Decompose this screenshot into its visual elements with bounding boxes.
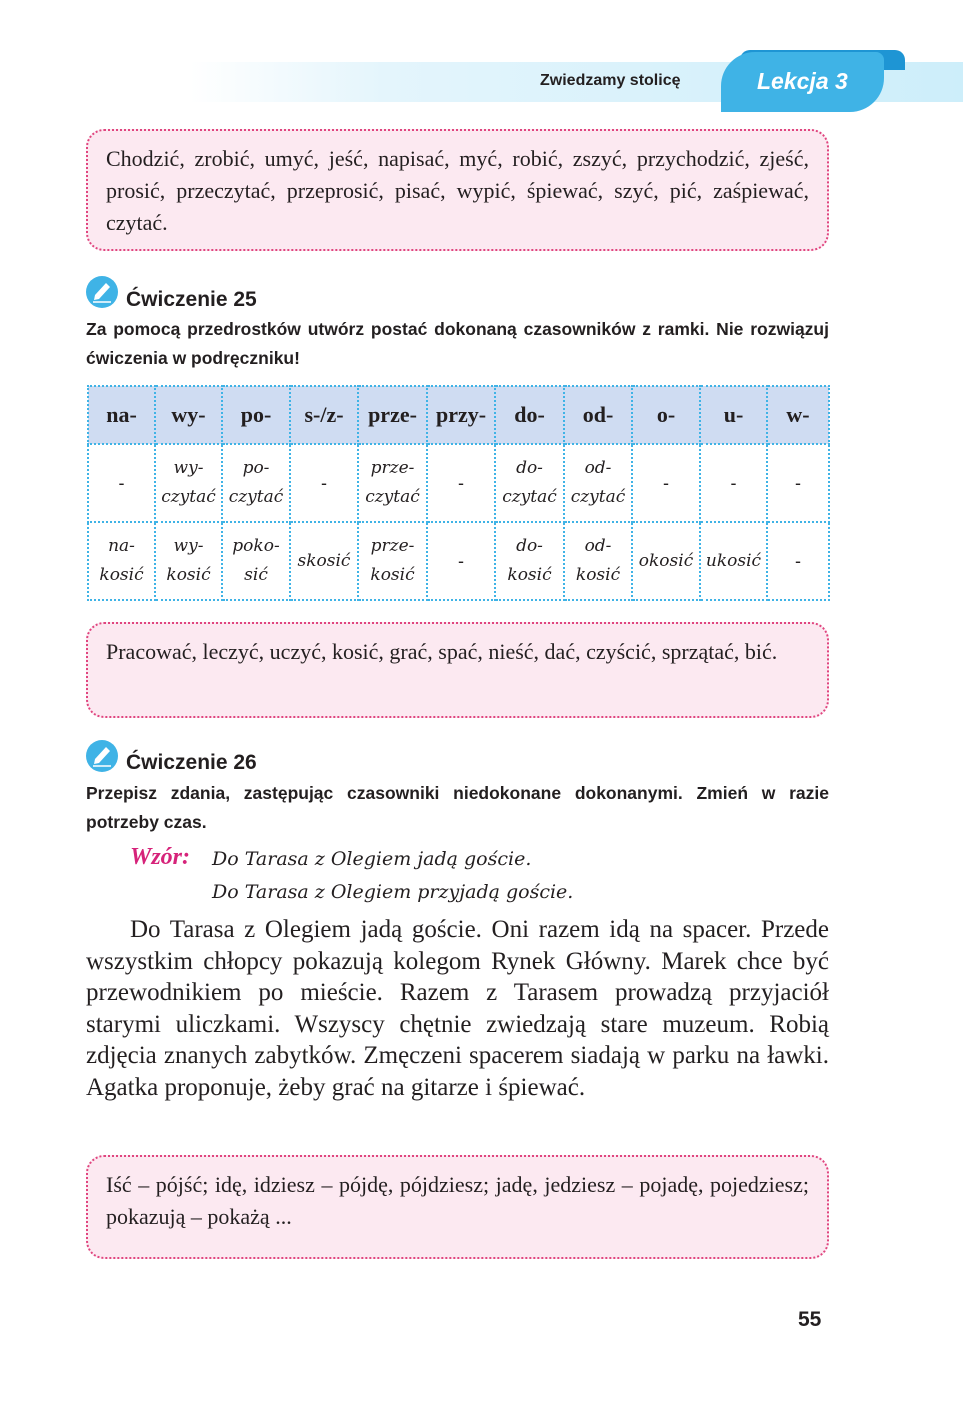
table-cell — [222, 522, 290, 600]
cell-line: czytać — [365, 487, 420, 507]
table-cell — [358, 522, 427, 600]
cell-line: kosić — [507, 565, 552, 585]
cell-line: - — [118, 472, 125, 493]
table-header-cell: o- — [632, 386, 700, 444]
table-cell — [222, 444, 290, 522]
table-header-row — [88, 386, 829, 444]
table-cell — [427, 522, 495, 600]
cell-line: okosić — [638, 550, 694, 571]
cell-line: od- — [584, 536, 612, 556]
example-line-2: Do Tarasa z Olegiem przyjadą goście. — [212, 881, 574, 903]
cell-line: po- — [242, 458, 270, 478]
pencil-icon — [86, 276, 118, 308]
cell-line: poko- — [232, 536, 280, 556]
cell-line: kosić — [370, 565, 415, 585]
cell-line: - — [663, 472, 669, 493]
cell-line: do- — [516, 458, 543, 478]
table-header-cell: do- — [495, 386, 564, 444]
table-cell — [700, 444, 767, 522]
table-header-cell: na- — [88, 386, 155, 444]
exercise-26-instruction: Przepisz zdania, zastępując czasowniki niedokonane dokonanymi. Zmień w razie potrzeby czas. — [86, 783, 829, 832]
table-header-cell: przy- — [427, 386, 495, 444]
exercise-25-title: Ćwiczenie 25 — [126, 288, 257, 311]
cell-line: - — [321, 472, 327, 493]
table-cell — [767, 444, 829, 522]
table-cell — [155, 522, 222, 600]
cell-line: do- — [516, 536, 543, 556]
cell-line: skosić — [297, 550, 351, 571]
example-line-1: Do Tarasa z Olegiem jadą goście. — [212, 848, 532, 870]
pencil-icon — [86, 740, 118, 772]
table-header-cell: w- — [767, 386, 829, 444]
cell-line: czytać — [228, 487, 284, 507]
table-row — [88, 444, 829, 522]
table-header-cell: s-/z- — [290, 386, 358, 444]
table-cell — [632, 444, 700, 522]
table-cell — [358, 444, 427, 522]
table-cell — [155, 444, 222, 522]
word-box-1-text: Chodzić, zrobić, umyć, jeść, napisać, myć, robić, zszyć, przychodzić, zjeść, prosić, przeczytać, przeprosić, pisać, wypić, śpiewać, szyć, pić, zaśpiewać, czytać. — [106, 146, 809, 235]
example-label: Wzór: — [130, 844, 191, 870]
word-box-3 — [86, 1155, 829, 1259]
page-number: 55 — [798, 1308, 822, 1331]
cell-line: kosić — [166, 565, 211, 585]
table-cell — [427, 444, 495, 522]
cell-line: wy- — [173, 536, 204, 556]
cell-line: czytać — [161, 487, 216, 507]
cell-line: prze- — [370, 536, 415, 556]
prefix-table — [87, 385, 830, 601]
cell-line: czytać — [570, 487, 626, 507]
word-box-2 — [86, 622, 829, 718]
table-cell — [290, 444, 358, 522]
table-header-cell: prze- — [358, 386, 427, 444]
word-box-3-text: Iść – pójść; idę, idziesz – pójdę, pójdziesz; jadę, jedziesz – pojadę, pojedziesz; pokazują – pokażą ... — [106, 1172, 809, 1229]
table-header-cell: u- — [700, 386, 767, 444]
exercise-25-instruction: Za pomocą przedrostków utwórz postać dokonaną czasowników z ramki. Nie rozwiązuj ćwiczenia w podręczniku! — [86, 319, 829, 368]
cell-line: prze- — [370, 458, 415, 478]
cell-line: - — [795, 472, 801, 493]
cell-line: kosić — [575, 565, 621, 585]
table-cell — [290, 522, 358, 600]
cell-line: ukosić — [705, 550, 762, 571]
cell-line: na- — [108, 536, 135, 556]
exercise-26-title: Ćwiczenie 26 — [126, 751, 257, 774]
table-cell — [88, 444, 155, 522]
chapter-title: Zwiedzamy stolicę — [540, 72, 681, 89]
cell-line: wy- — [173, 458, 204, 478]
cell-line: - — [795, 550, 801, 571]
cell-line: - — [458, 472, 464, 493]
table-cell — [564, 444, 632, 522]
table-header-cell: od- — [564, 386, 632, 444]
table-cell — [564, 522, 632, 600]
cell-line: kosić — [99, 565, 144, 585]
cell-line: sić — [244, 565, 268, 585]
table-row — [88, 522, 829, 600]
word-box-1 — [86, 129, 829, 251]
word-box-2-text: Pracować, leczyć, uczyć, kosić, grać, spać, nieść, dać, czyścić, sprzątać, bić. — [106, 639, 778, 664]
table-cell — [495, 444, 564, 522]
table-header-cell: wy- — [155, 386, 222, 444]
cell-line: czytać — [502, 487, 557, 507]
cell-line: od- — [584, 458, 612, 478]
table-cell — [88, 522, 155, 600]
table-cell — [767, 522, 829, 600]
table-cell — [700, 522, 767, 600]
lesson-label: Lekcja 3 — [757, 68, 848, 94]
exercise-paragraph: Do Tarasa z Olegiem jadą goście. Oni razem idą na spacer. Przede wszystkim chłopcy pokazują kolegom Rynek Główny. Marek chce być przewodnikiem po mieście. Razem z Tarasem prowadzą przyjaciół starymi uliczkami. Wszyscy chętnie zwiedzają stare muzeum. Robią zdjęcia znanych zabytków. Zmęczeni spacerem siadają w parku na ławki. Agatka proponuje, żeby grać na gitarze i śpiewać. — [86, 916, 829, 1101]
table-cell — [632, 522, 700, 600]
table-cell — [495, 522, 564, 600]
cell-line: - — [730, 472, 737, 493]
table-header-cell: po- — [222, 386, 290, 444]
cell-line: - — [458, 550, 464, 571]
